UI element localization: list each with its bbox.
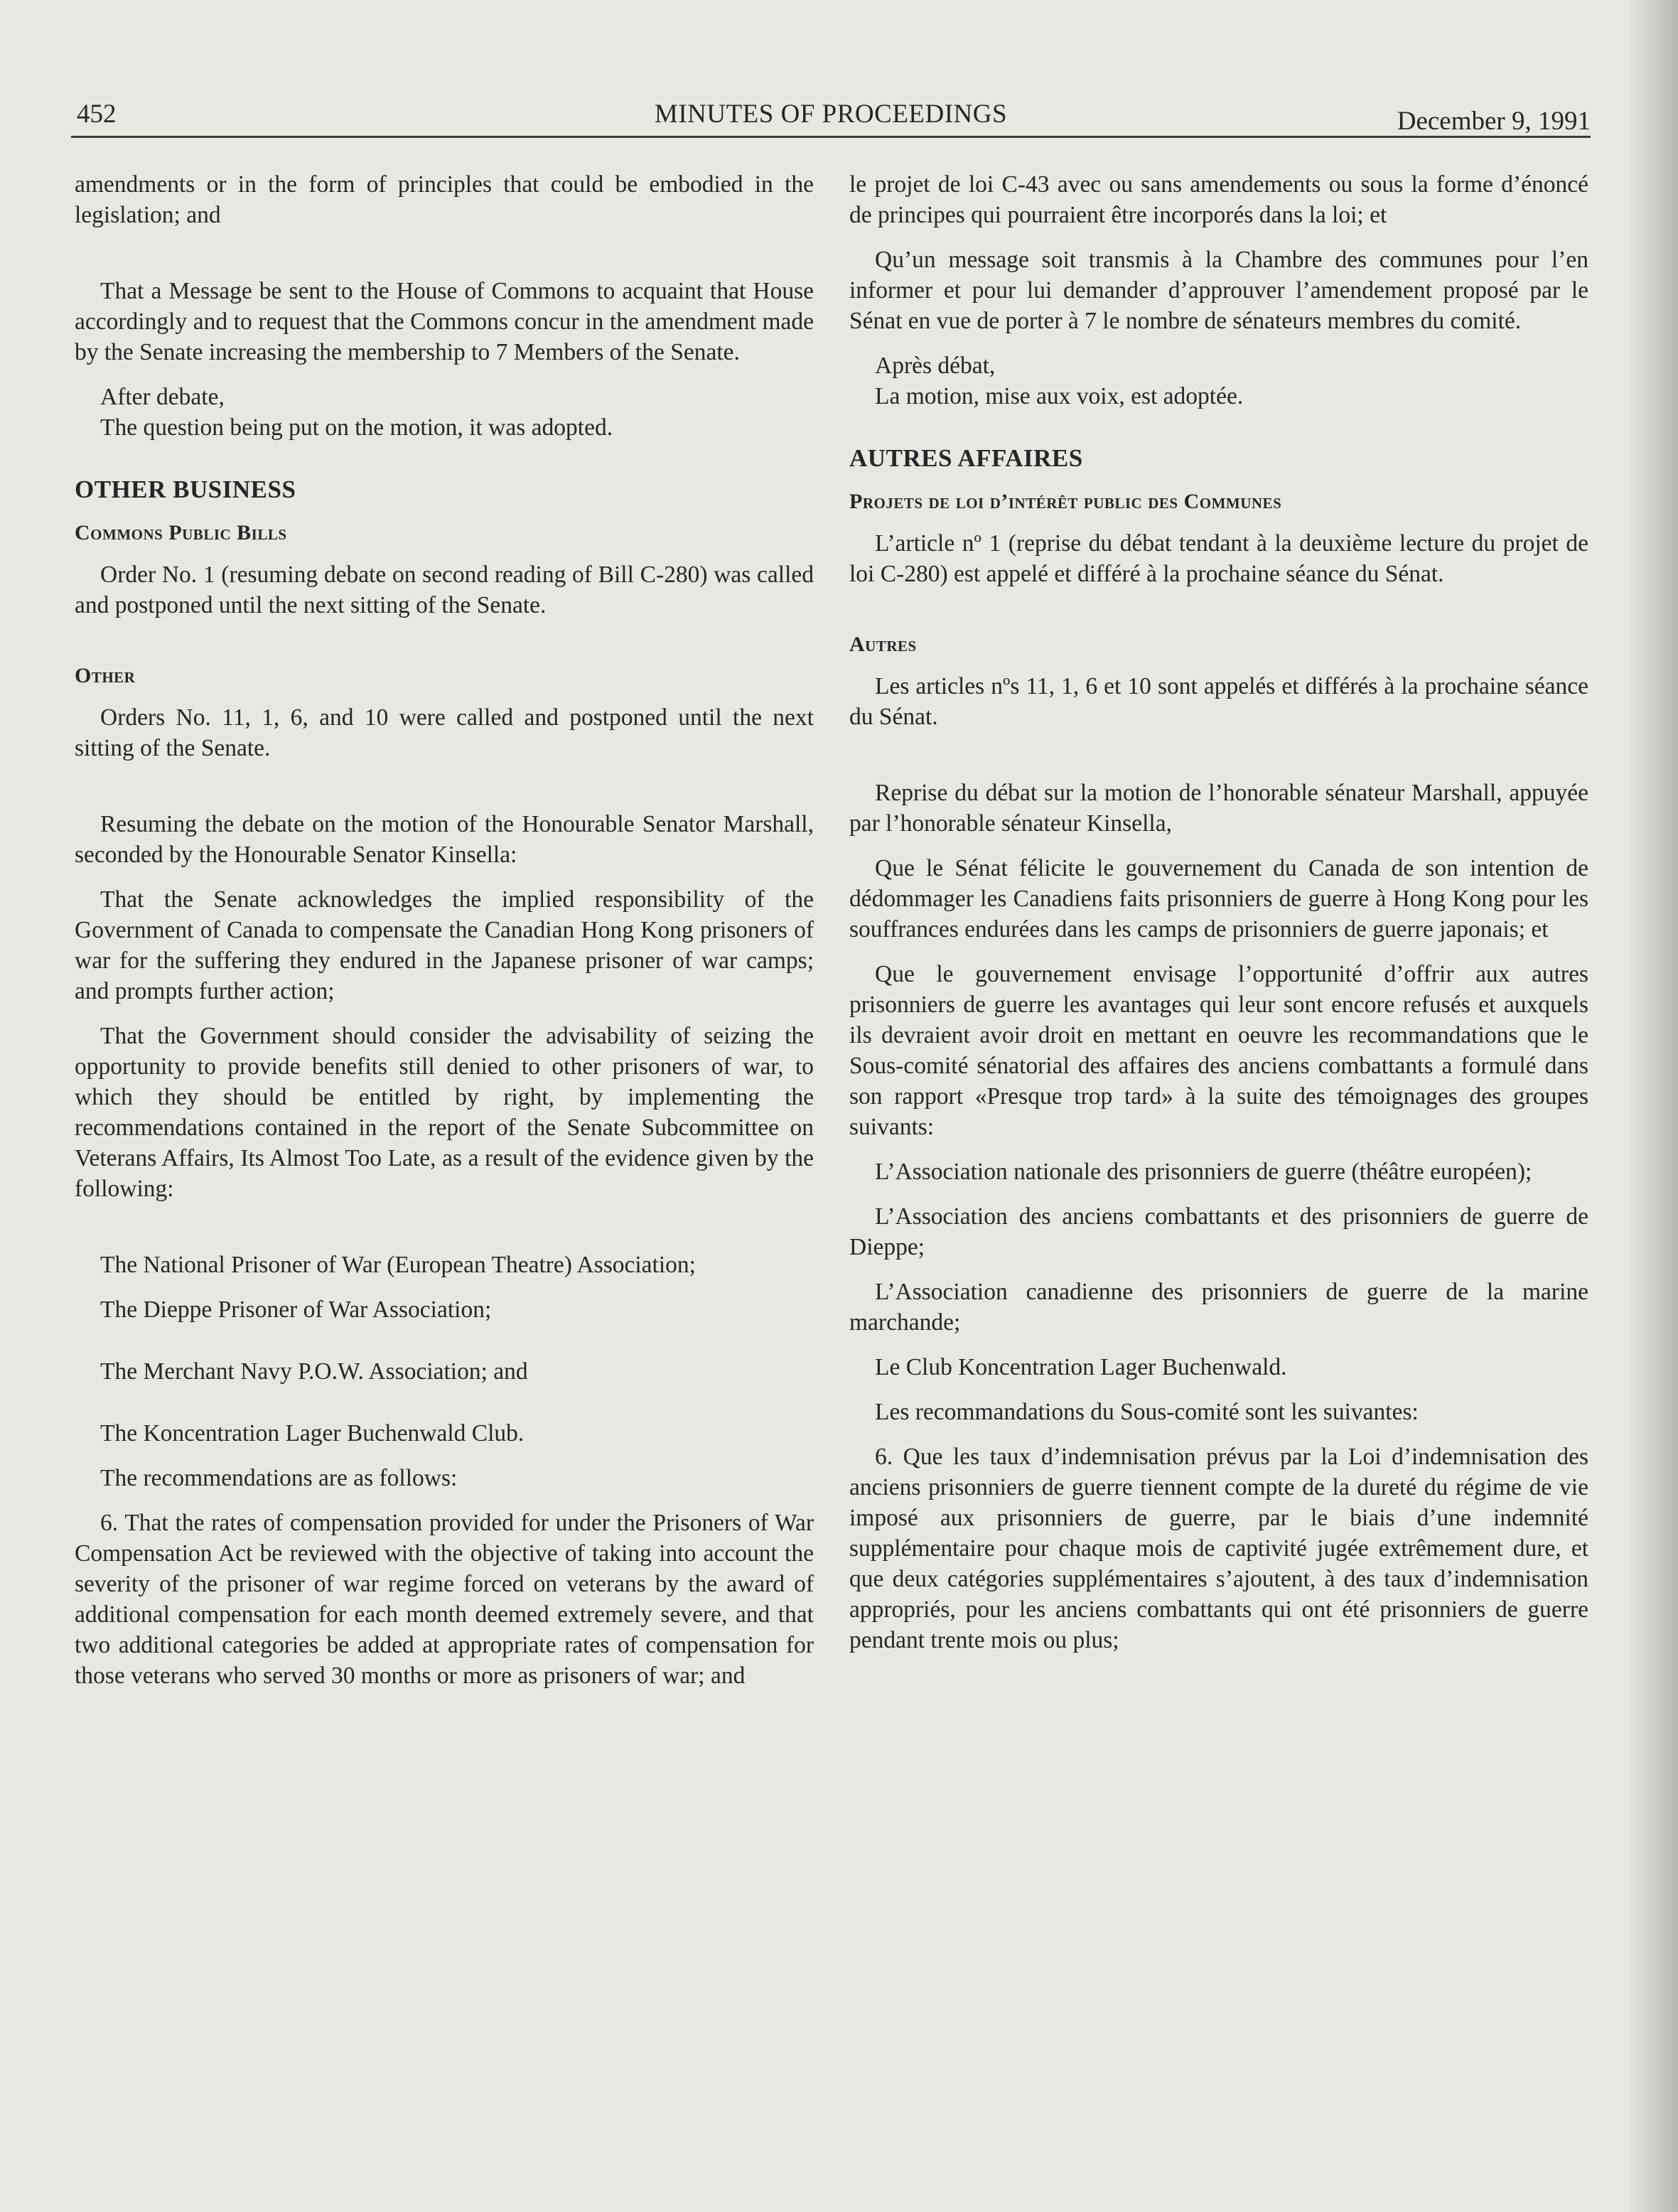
paragraph: La motion, mise aux voix, est adoptée. xyxy=(875,383,1244,409)
paragraph: Orders No. 11, 1, 6, and 10 were called and postponed until the next sitting of the Senate. xyxy=(75,704,814,761)
paragraph: amendments or in the form of principles that could be embodied in the legislation; and xyxy=(75,171,814,228)
list-item: L’Association nationale des prisonniers de guerre (théâtre européen); xyxy=(875,1159,1532,1185)
paragraph: The question being put on the motion, it was adopted. xyxy=(100,414,613,441)
paragraph: Que le gouvernement envisage l’opportunité d’offrir aux autres prisonniers de guerre les avantages qui leur sont encore refusés et auxquels ils devraient avoir droit en mettant en oeuvre les recommandations que le Sous-comité sénatorial des affaires des anciens combattants a formulé dans son rapport «Presque trop tard» à la suite des témoignages des groupes suivants: xyxy=(849,961,1588,1140)
paragraph: Les articles nºs 11, 1, 6 et 10 sont appelés et différés à la prochaine séance du Sénat. xyxy=(849,673,1588,730)
paragraph: That a Message be sent to the House of Commons to acquaint that House accordingly and to request that the Commons concur in the amendment made by the Senate increasing the membership to 7 Members of the Senate. xyxy=(75,278,814,365)
paragraph: L’article nº 1 (reprise du débat tendant à la deuxième lecture du projet de loi C-280) est appelé et différé à la prochaine séance du Sénat. xyxy=(849,530,1588,587)
subheading-projets-de-loi: Projets de loi d’intérêt public des Communes xyxy=(849,490,1282,513)
paragraph: le projet de loi C-43 avec ou sans amendements ou sous la forme d’énoncé de principes qui pourraient être incorporés dans la loi; et xyxy=(849,171,1588,228)
section-heading-autres-affaires: AUTRES AFFAIRES xyxy=(849,444,1083,472)
paragraph: Order No. 1 (resuming debate on second reading of Bill C-280) was called and postponed until the next sitting of the Senate. xyxy=(75,562,814,618)
paragraph: The recommendations are as follows: xyxy=(100,1465,458,1491)
running-title: MINUTES OF PROCEEDINGS xyxy=(654,100,1008,129)
paragraph: Qu’un message soit transmis à la Chambre des communes pour l’en informer et pour lui demander d’approuver l’amendement proposé par le Sénat en vue de porter à 7 le nombre de sénateurs membres du comité. xyxy=(849,247,1588,334)
english-column xyxy=(75,169,814,1705)
list-item: L’Association canadienne des prisonniers de guerre de la marine marchande; xyxy=(849,1279,1588,1336)
paragraph: 6. That the rates of compensation provided for under the Prisoners of War Compensation Act be reviewed with the objective of taking into account the severity of the prisoner of war regime forced on veterans by the award of additional compensation for each month deemed extremely severe, and that two additional categories be added at appropriate rates of compensation for those veterans who served 30 months or more as prisoners of war; and xyxy=(75,1510,814,1689)
paragraph: Que le Sénat félicite le gouvernement du Canada de son intention de dédommager les Canadiens faits prisonniers de guerre à Hong Kong pour les souffrances endurées dans les camps de prisonniers de guerre japonais; et xyxy=(849,855,1588,943)
header-date: December 9, 1991 xyxy=(1397,107,1591,136)
paragraph: 6. Que les taux d’indemnisation prévus par la Loi d’indemnisation des anciens prisonniers de guerre tiennent compte de la dureté du régime de vie imposé aux prisonniers de guerre, par le biais d’une indemnité supplémentaire pour chaque mois de captivité jugée extrêmement dure, et que deux catégories supplémentaires s’ajoutent, à des taux d’indemnisation appropriés, pour les anciens combattants qui ont été prisonniers de guerre pendant trente mois ou plus; xyxy=(849,1444,1588,1653)
subheading-other: Other xyxy=(75,664,136,687)
list-item: The Koncentration Lager Buchenwald Club. xyxy=(100,1420,525,1446)
french-column xyxy=(849,169,1588,1670)
subheading-autres: Autres xyxy=(849,633,917,656)
list-item: The National Prisoner of War (European Theatre) Association; xyxy=(100,1252,696,1278)
list-item: L’Association des anciens combattants et des prisonniers de guerre de Dieppe; xyxy=(849,1203,1588,1260)
paragraph: Resuming the debate on the motion of the Honourable Senator Marshall, seconded by the Honourable Senator Kinsella: xyxy=(75,811,814,868)
list-item: The Merchant Navy P.O.W. Association; and xyxy=(100,1358,528,1385)
paragraph: That the Government should consider the advisability of seizing the opportunity to provide benefits still denied to other prisoners of war, to which they should be entitled by right, by implementing the recommendations contained in the report of the Senate Subcommittee on Veterans Affairs, Its Almost Too Late, as a result of the evidence given by the following: xyxy=(75,1023,814,1202)
paragraph: Après débat, xyxy=(875,353,996,379)
list-item: Le Club Koncentration Lager Buchenwald. xyxy=(875,1354,1287,1380)
paragraph: After debate, xyxy=(100,384,225,410)
page-number: 452 xyxy=(77,100,117,129)
subheading-commons-public-bills: Commons Public Bills xyxy=(75,521,287,544)
paragraph: That the Senate acknowledges the implied responsibility of the Government of Canada to compensate the Canadian Hong Kong prisoners of war for the suffering they endured in the Japanese prisoner of war camps; and prompts further action; xyxy=(75,886,814,1004)
paragraph: Reprise du débat sur la motion de l’honorable sénateur Marshall, appuyée par l’honorable sénateur Kinsella, xyxy=(849,780,1588,837)
section-heading-other-business: OTHER BUSINESS xyxy=(75,476,296,503)
page-header xyxy=(71,96,1591,138)
list-item: The Dieppe Prisoner of War Association; xyxy=(100,1296,492,1323)
page-edge-shadow xyxy=(1628,0,1678,2212)
paragraph: Les recommandations du Sous-comité sont les suivantes: xyxy=(875,1399,1419,1425)
